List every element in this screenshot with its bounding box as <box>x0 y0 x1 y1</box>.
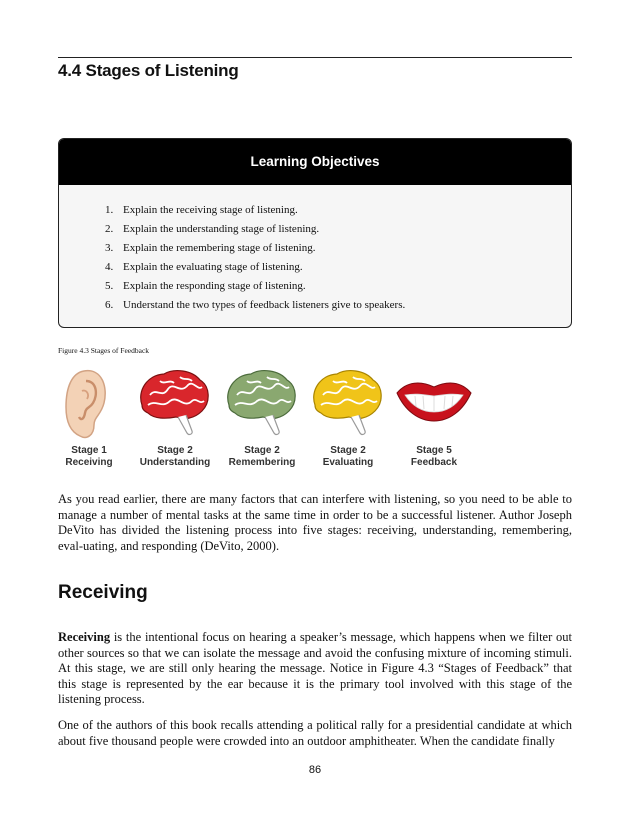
learning-objectives-box <box>58 138 572 328</box>
list-item-number: 5. <box>105 279 114 292</box>
mouth-icon <box>389 365 479 443</box>
list-item-text: Explain the remembering stage of listening. <box>123 241 316 254</box>
page-number: 86 <box>308 764 322 776</box>
list-item-number: 3. <box>105 241 114 254</box>
brain-icon <box>217 365 307 443</box>
list-item <box>105 277 405 296</box>
intro-paragraph: As you read earlier, there are many factors that can interfere with listening, so you need to be able to manage a number of mental tasks at the same time in order to be a successful listener. Author Joseph DeVito has divided the listening process into five stages: receiving, understanding, remembering, eval-uating, and responding (DeVito, 2000). <box>58 492 572 553</box>
list-item-number: 6. <box>105 298 114 311</box>
list-item <box>105 296 405 315</box>
stage-label: Stage 2 Evaluating <box>322 445 374 468</box>
ear-icon <box>44 365 134 443</box>
stage-label: Stage 1 Receiving <box>65 445 113 468</box>
learning-objectives-list <box>105 201 405 314</box>
brain-icon <box>130 365 220 443</box>
stage-evaluating <box>303 365 393 473</box>
list-item <box>105 201 405 220</box>
brain-icon <box>303 365 393 443</box>
stage-receiving <box>44 365 134 473</box>
top-rule <box>58 57 572 58</box>
list-item-number: 4. <box>105 260 114 273</box>
list-item-text: Explain the receiving stage of listening. <box>123 204 298 216</box>
figure-caption: Figure 4.3 Stages of Feedback <box>58 346 150 355</box>
list-item-text: Understand the two types of feedback listeners give to speakers. <box>123 298 406 311</box>
stage-label: Stage 2 Remembering <box>228 445 296 468</box>
learning-objectives-heading: Learning Objectives <box>59 139 571 185</box>
list-item-text: Explain the responding stage of listening. <box>123 279 306 292</box>
list-item <box>105 220 405 239</box>
list-item-number: 2. <box>105 222 114 235</box>
stage-label: Stage 5 Feedback <box>410 445 458 468</box>
list-item <box>105 239 405 258</box>
list-item-text: Explain the evaluating stage of listening. <box>123 260 303 273</box>
list-item-number: 1. <box>105 204 114 216</box>
receiving-term: Receiving <box>58 630 111 644</box>
receiving-paragraph <box>58 630 572 708</box>
stage-remembering <box>217 365 307 473</box>
anecdote-paragraph: One of the authors of this book recalls attending a political rally for a presidential candidate at which about five thousand people were crowded into an outdoor amphitheater. When the candidate finally <box>58 718 572 748</box>
stage-label: Stage 2 Understanding <box>139 445 211 468</box>
stage-feedback <box>389 365 479 473</box>
list-item <box>105 258 405 277</box>
stage-understanding <box>130 365 220 473</box>
stages-figure <box>58 365 498 475</box>
ear-shape <box>66 371 105 438</box>
receiving-heading: Receiving <box>58 582 148 603</box>
receiving-paragraph-text: is the intentional focus on hearing a speaker’s message, which happens when we filter out other sources so that we can isolate the message and avoid the confusing mixture of incoming stimuli. At this stage, we are still only hearing the message. Notice in Figure 4.3 “Stages of Feedback” that this stage is represented by the ear because it is the primary tool involved with this stage of the listening process. <box>58 630 572 707</box>
list-item-text: Explain the understanding stage of listening. <box>123 222 320 235</box>
section-title: 4.4 Stages of Listening <box>58 61 239 80</box>
